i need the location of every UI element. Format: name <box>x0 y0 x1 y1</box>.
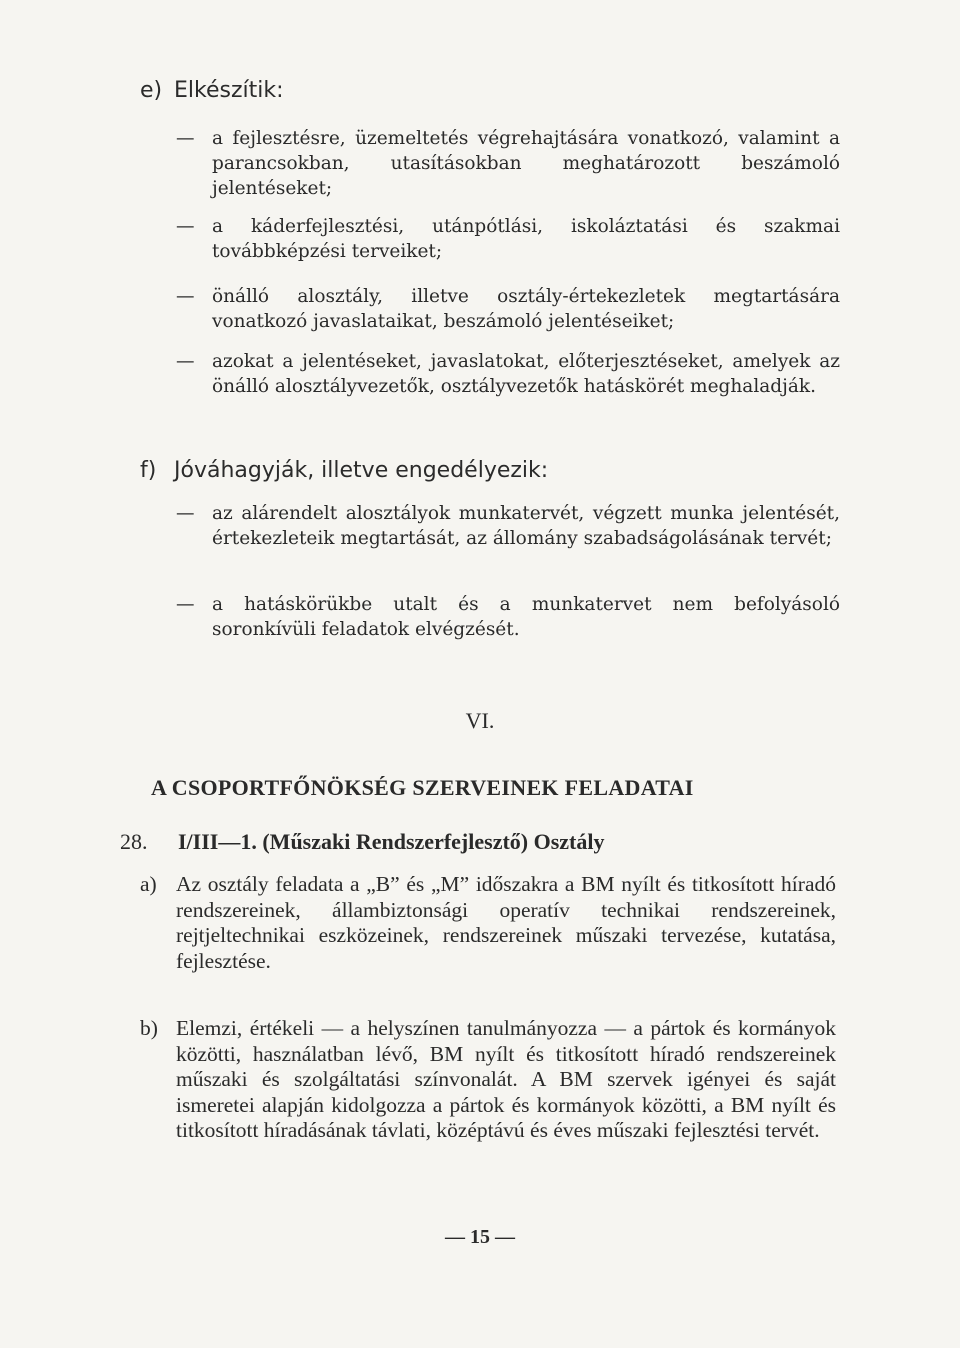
article-title: I/III—1. (Műszaki Rendszerfejlesztő) Osztály <box>178 829 605 854</box>
chapter-number: VI. <box>465 708 495 733</box>
paragraph-b-text: Elemzi, értékeli — a helyszínen tanulmányozza — a pártok és kormányok közötti, használatban lévő, BM nyílt és titkosított híradó rendszereinek műszaki és szolgáltatási színvonalát. A BM szervek igényei és saját ismeretei alapján kidolgozza a pártok és kormányok közötti, a BM nyílt és titkosított híradásának távlati, középtávú és éves műszaki fejlesztési tervét. <box>176 1016 836 1143</box>
dash-marker: — <box>176 216 195 237</box>
list-item <box>176 349 840 399</box>
list-item-text: az alárendelt alosztályok munkatervét, végzett munka jelentését, értekezleteik megtartását, az állomány szabadságolásának tervét; <box>212 503 840 549</box>
dash-marker: — <box>176 351 195 372</box>
section-f-heading <box>140 458 548 484</box>
dash-marker: — <box>176 594 195 615</box>
page-number: — 15 — <box>445 1226 515 1248</box>
list-item <box>176 592 840 642</box>
dash-marker: — <box>176 286 195 307</box>
list-item-text: azokat a jelentéseket, javaslatokat, előterjesztéseket, amelyek az önálló alosztályvezetők, osztályvezetők hatáskörét meghaladják. <box>212 351 840 397</box>
list-item <box>176 126 840 201</box>
paragraph-a <box>140 872 836 974</box>
paragraph-a-text: Az osztály feladata a „B” és „M” időszakra a BM nyílt és titkosított híradó rendszereinek, állambiztonsági operatív technikai rendszereinek, rejtjeltechnikai eszközeinek, rendszereinek műszaki tervezése, kutatása, fejlesztése. <box>176 872 836 973</box>
paragraph-a-label: a) <box>140 872 157 896</box>
list-item <box>176 214 840 264</box>
list-item-text: önálló alosztály, illetve osztály-értekezletek megtartására vonatkozó javaslataikat, beszámoló jelentéseiket; <box>212 286 840 332</box>
dash-marker: — <box>176 503 195 524</box>
section-e-title: Elkészítik: <box>174 78 284 103</box>
chapter-title: A CSOPORTFŐNÖKSÉG SZERVEINEK FELADATAI <box>151 775 694 800</box>
article-heading <box>120 829 605 855</box>
section-f-label: f) <box>140 458 157 483</box>
paragraph-b-label: b) <box>140 1016 158 1040</box>
paragraph-b <box>140 1016 836 1144</box>
list-item-text: a hatáskörükbe utalt és a munkatervet nem befolyásoló soronkívüli feladatok elvégzését. <box>212 594 840 640</box>
list-item <box>176 284 840 334</box>
section-e-heading <box>140 78 284 104</box>
section-e-label: e) <box>140 78 163 103</box>
list-item <box>176 501 840 551</box>
dash-marker: — <box>176 128 195 149</box>
section-f-title: Jóváhagyják, illetve engedélyezik: <box>174 458 549 483</box>
list-item-text: a fejlesztésre, üzemeltetés végrehajtására vonatkozó, valamint a parancsokban, utasításokban meghatározott beszámoló jelentéseket; <box>212 128 840 199</box>
article-number: 28. <box>120 829 148 854</box>
list-item-text: a káderfejlesztési, utánpótlási, iskoláztatási és szakmai továbbképzési terveiket; <box>212 216 840 262</box>
